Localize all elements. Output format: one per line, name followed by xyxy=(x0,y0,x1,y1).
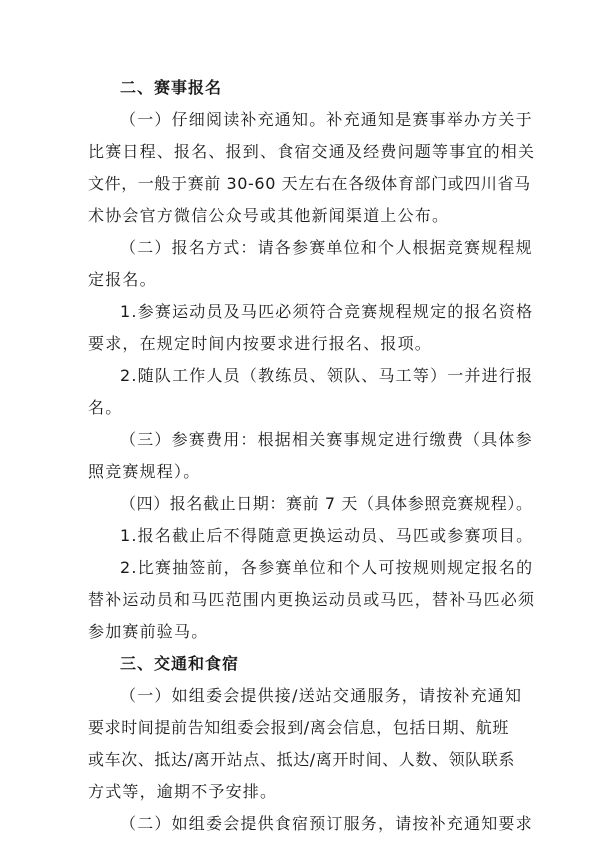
text-line: （一）如组委会提供接/送站交通服务，请按补充通知 xyxy=(120,686,523,705)
text-line: 比赛日程、报名、报到、食宿交通及经费问题等事宜的相关 xyxy=(88,142,536,161)
text-line: （一）仔细阅读补充通知。补充通知是赛事举办方关于 xyxy=(120,110,533,129)
text-line: （二）如组委会提供食宿预订服务，请按补充通知要求 xyxy=(120,814,533,833)
paragraph-entry-fees xyxy=(88,424,533,488)
paragraph-substitutes xyxy=(88,552,536,648)
paragraph-team-staff xyxy=(88,360,534,424)
paragraph-no-changes-after-deadline xyxy=(88,520,534,552)
text-line: 2.随队工作人员（教练员、领队、马工等）一并进行报 xyxy=(120,366,534,385)
text-line: 1.报名截止后不得随意更换运动员、马匹或参赛项目。 xyxy=(120,526,534,545)
text-line: 参加赛前验马。 xyxy=(88,622,209,641)
paragraph-lodging-service xyxy=(88,808,533,840)
text-line: 替补运动员和马匹范围内更换运动员或马匹，替补马匹必须 xyxy=(88,590,536,609)
paragraph-registration-deadline xyxy=(88,488,533,520)
text-line: （四）报名截止日期：赛前 7 天（具体参照竞赛规程）。 xyxy=(120,494,533,513)
text-line: 2.比赛抽签前，各参赛单位和个人可按规则规定报名的 xyxy=(120,558,534,577)
text-line: 要求时间提前告知组委会报到/离会信息，包括日期、航班 xyxy=(88,718,509,737)
paragraph-registration-method xyxy=(88,232,533,296)
section-heading-transport-lodging: 三、交通和食宿 xyxy=(120,654,240,673)
text-line: 文件，一般于赛前 30-60 天左右在各级体育部门或四川省马 xyxy=(88,174,531,193)
paragraph-supplementary-notice xyxy=(88,104,536,232)
text-line: （三）参赛费用：根据相关赛事规定进行缴费（具体参 xyxy=(120,430,533,449)
section-heading-registration: 二、赛事报名 xyxy=(120,78,223,97)
document-body xyxy=(88,72,536,840)
text-line: 照竞赛规程）。 xyxy=(88,462,201,481)
text-line: 或车次、抵达/离开站点、抵达/离开时间、人数、领队联系 xyxy=(88,750,515,769)
text-line: 定报名。 xyxy=(88,270,157,289)
paragraph-transport-service xyxy=(88,680,523,808)
text-line: 方式等，逾期不予安排。 xyxy=(88,782,278,801)
paragraph-athlete-eligibility xyxy=(88,296,534,360)
text-line: 要求，在规定时间内按要求进行报名、报项。 xyxy=(88,334,433,353)
text-line: 1.参赛运动员及马匹必须符合竞赛规程规定的报名资格 xyxy=(120,302,534,321)
text-line: （二）报名方式：请各参赛单位和个人根据竞赛规程规 xyxy=(120,238,533,257)
text-line: 术协会官方微信公众号或其他新闻渠道上公布。 xyxy=(88,206,450,225)
text-line: 名。 xyxy=(88,398,123,417)
